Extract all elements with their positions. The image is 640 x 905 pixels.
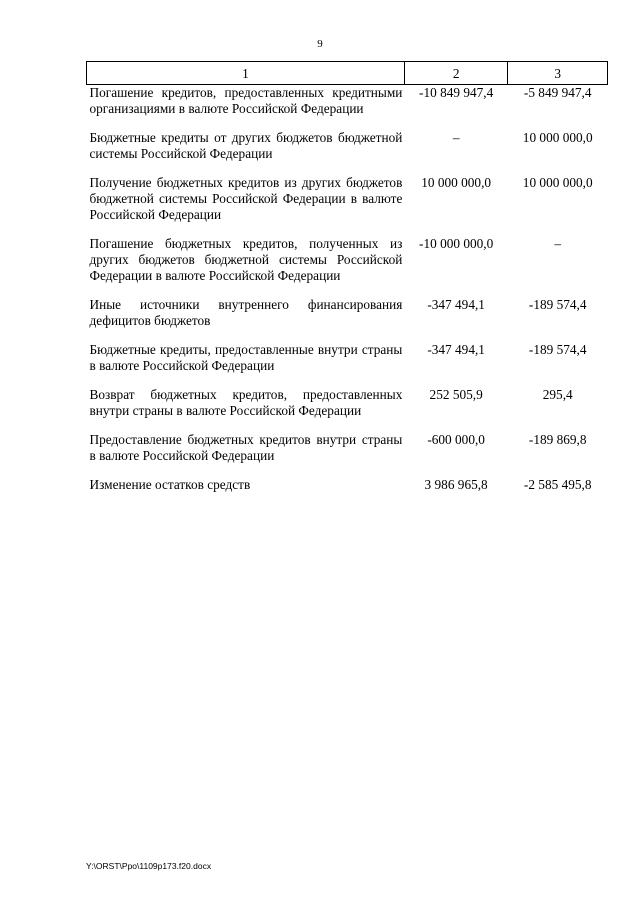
table-row — [87, 477, 608, 506]
row-value-col2: – — [452, 130, 460, 145]
row-label: Возврат бюджетных кредитов, предоставленных внутри страны в валюте Российской Федерации — [89, 387, 403, 418]
row-value-col3: – — [554, 236, 562, 251]
table-row — [87, 130, 608, 175]
table-row — [87, 236, 608, 297]
table-row — [87, 432, 608, 477]
header-cell-3: 3 — [508, 62, 608, 85]
row-value-col2: 10 000 000,0 — [421, 175, 492, 190]
row-label: Бюджетные кредиты, предоставленные внутри страны в валюте Российской Федерации — [89, 342, 403, 373]
row-value-col2: 252 505,9 — [429, 387, 483, 402]
row-label: Изменение остатков средств — [89, 477, 251, 492]
header-cell-2: 2 — [404, 62, 508, 85]
row-value-col3: 10 000 000,0 — [522, 175, 593, 190]
page-number: 9 — [317, 38, 323, 50]
row-value-col3: -2 585 495,8 — [523, 477, 592, 492]
row-value-col3: 10 000 000,0 — [522, 130, 593, 145]
row-value-col3: 295,4 — [542, 387, 573, 402]
row-value-col2: -347 494,1 — [427, 342, 485, 357]
row-value-col3: -189 869,8 — [528, 432, 587, 447]
row-value-col2: -10 000 000,0 — [419, 236, 494, 251]
row-label: Получение бюджетных кредитов из других бюджетов бюджетной системы Российской Федерации в валюте Российской Федерации — [89, 175, 403, 222]
table-row — [87, 85, 608, 131]
file-path-footer: Y:\ORST\Ppo\1109p173.f20.docx — [86, 861, 212, 871]
table-row — [87, 297, 608, 342]
row-label: Предоставление бюджетных кредитов внутри страны в валюте Российской Федерации — [89, 432, 403, 463]
row-value-col3: -5 849 947,4 — [523, 85, 592, 100]
row-label: Иные источники внутреннего финансирования дефицитов бюджетов — [89, 297, 403, 328]
row-value-col2: -600 000,0 — [427, 432, 485, 447]
row-label: Бюджетные кредиты от других бюджетов бюджетной системы Российской Федерации — [89, 130, 403, 161]
row-value-col2: 3 986 965,8 — [424, 477, 488, 492]
row-value-col2: -10 849 947,4 — [419, 85, 494, 100]
table-row — [87, 342, 608, 387]
table-row — [87, 387, 608, 432]
table-header-row — [87, 62, 608, 85]
table-row — [87, 175, 608, 236]
row-value-col3: -189 574,4 — [528, 342, 587, 357]
header-cell-1: 1 — [87, 62, 405, 85]
row-label: Погашение бюджетных кредитов, полученных из других бюджетов бюджетной системы Российской Федерации в валюте Российской Федерации — [89, 236, 403, 283]
row-label: Погашение кредитов, предоставленных кредитными организациями в валюте Российской Федерации — [89, 85, 403, 116]
budget-sources-table — [86, 61, 608, 506]
row-value-col3: -189 574,4 — [528, 297, 587, 312]
row-value-col2: -347 494,1 — [427, 297, 485, 312]
